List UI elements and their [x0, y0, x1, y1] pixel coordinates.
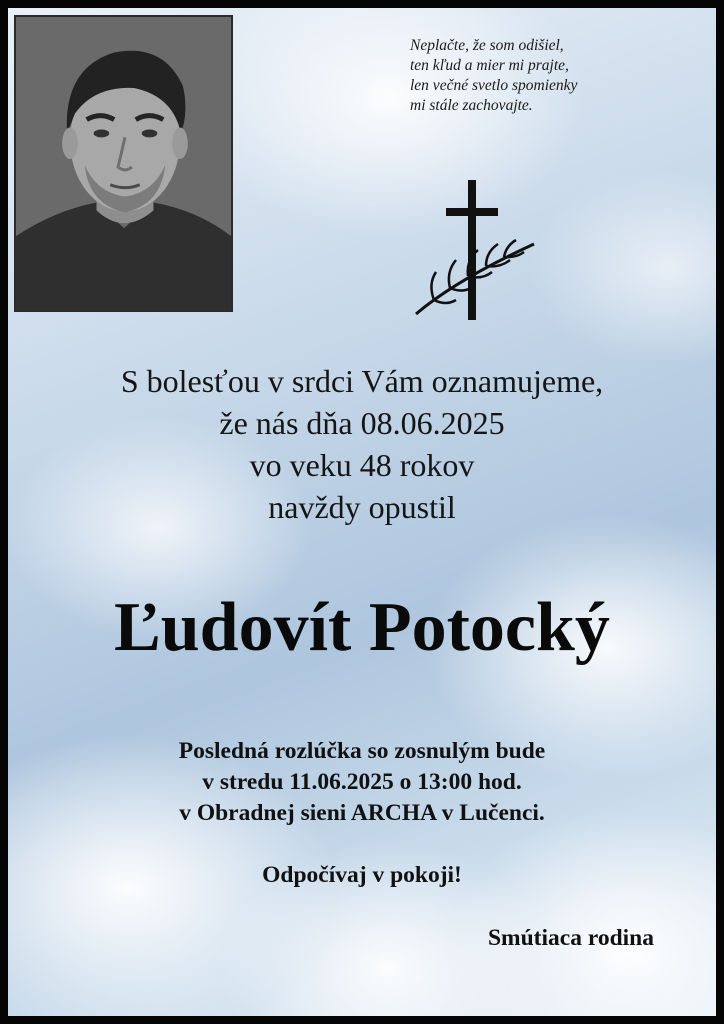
funeral-details	[8, 736, 716, 829]
funeral-line: Posledná rozlúčka so zosnulým bude	[178, 738, 546, 764]
portrait-photo-icon	[16, 17, 231, 310]
poem-line: mi stále zachovajte.	[410, 97, 533, 114]
poem-line: ten kľud a mier mi prajte,	[410, 57, 569, 74]
poem	[410, 36, 670, 116]
farewell-text: Odpočívaj v pokoji!	[262, 862, 462, 888]
funeral-line: v stredu 11.06.2025 o 13:00 hod.	[202, 769, 522, 795]
cross-with-palm-icon	[406, 180, 538, 320]
announcement-line: vo veku 48 rokov	[249, 447, 475, 483]
portrait-photo	[14, 15, 233, 312]
deceased-name: Ľudovít Potocký	[114, 589, 610, 666]
announcement-line: že nás dňa 08.06.2025	[219, 405, 505, 441]
announcement	[8, 360, 716, 528]
signature: Smútiaca rodina	[487, 925, 654, 951]
announcement-line: navždy opustil	[268, 489, 456, 525]
poem-line: Neplačte, že som odišiel,	[410, 37, 564, 54]
funeral-line: v Obradnej sieni ARCHA v Lučenci.	[179, 800, 545, 826]
poem-line: len večné svetlo spomienky	[410, 77, 578, 94]
announcement-line: S bolesťou v srdci Vám oznamujeme,	[120, 363, 604, 399]
